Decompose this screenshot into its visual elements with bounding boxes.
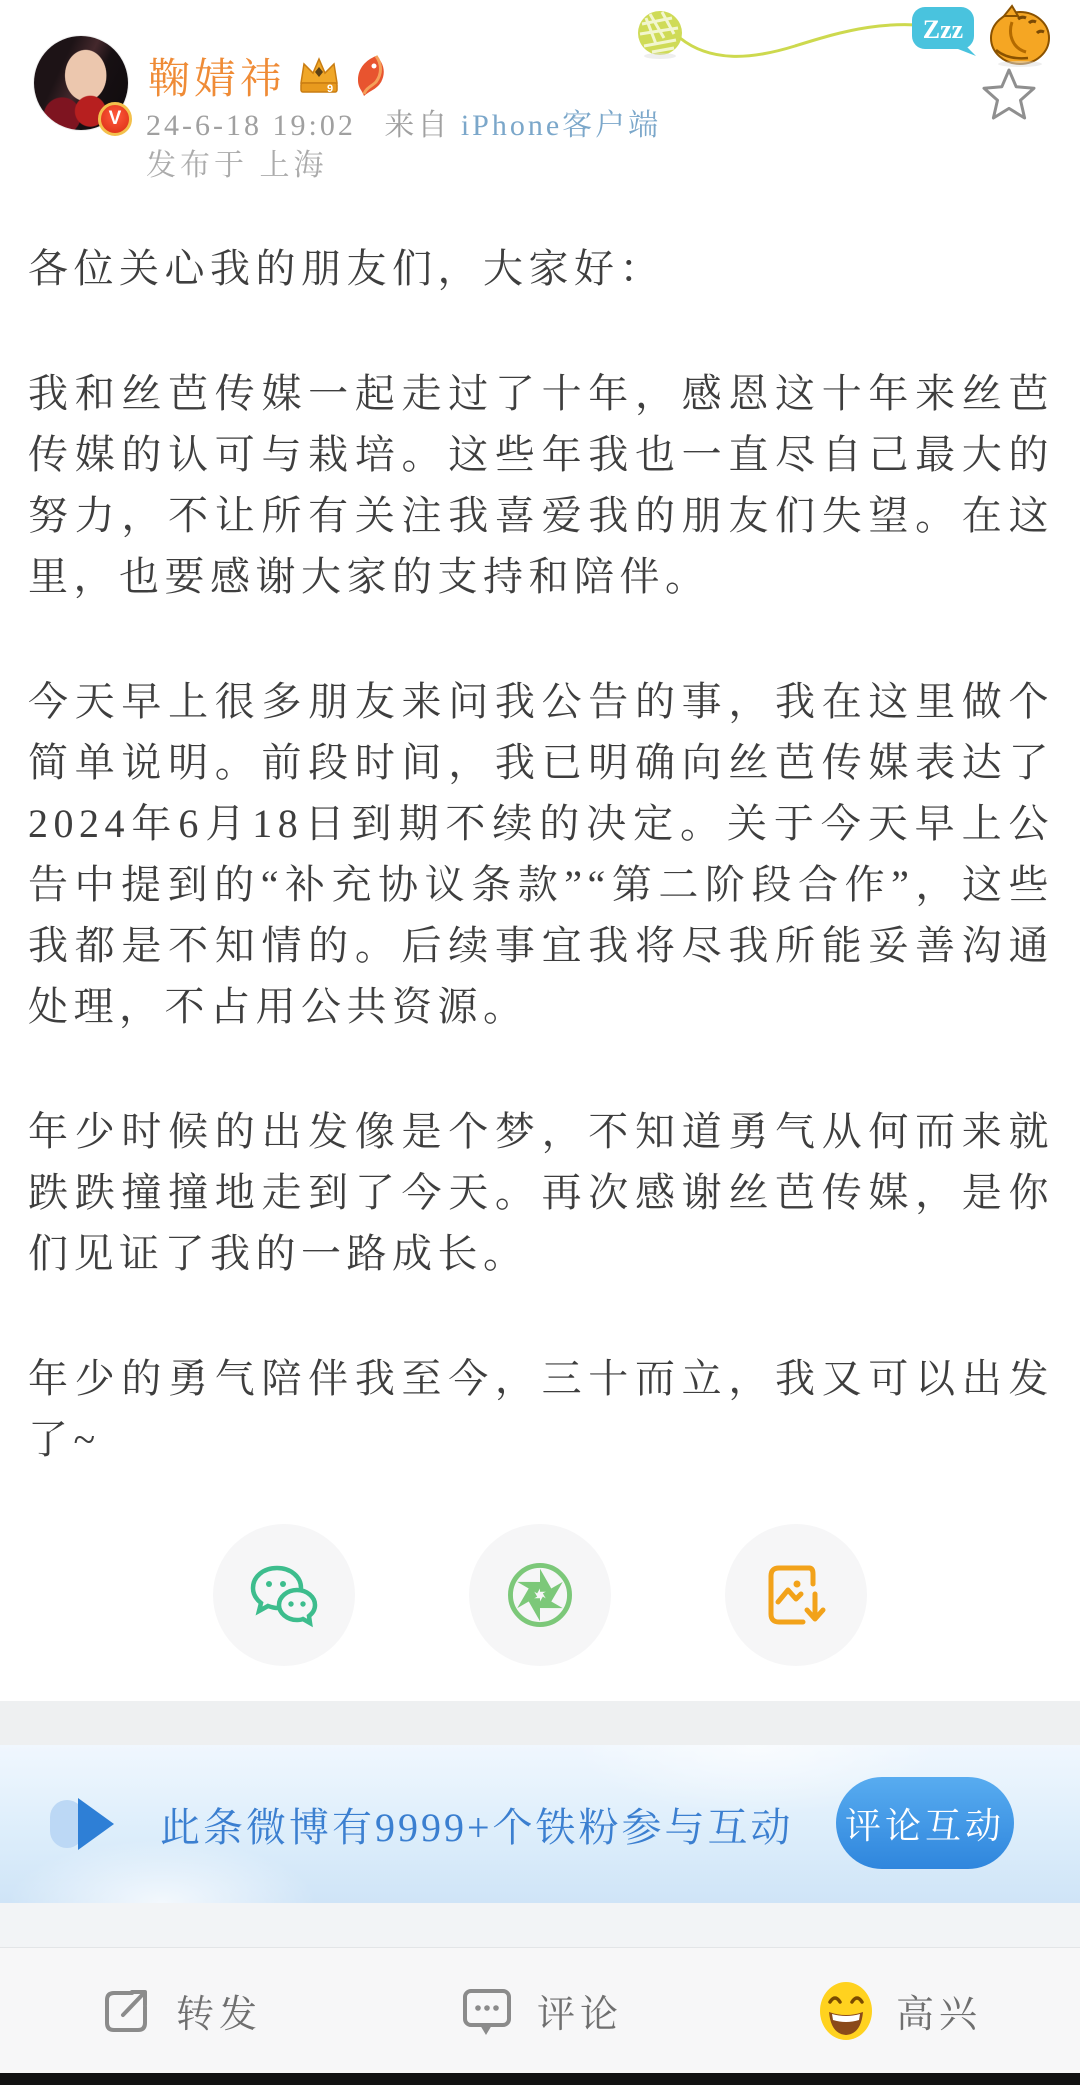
timestamp-row [146, 100, 661, 144]
save-image-button[interactable] [725, 1524, 867, 1666]
comment-interact-button[interactable]: 评论互动 [836, 1777, 1014, 1869]
svg-text:Zzz: Zzz [922, 15, 964, 44]
username[interactable]: 鞠婧祎 [148, 57, 287, 103]
verified-badge: V [98, 102, 132, 136]
svg-text:9: 9 [327, 83, 334, 95]
section-divider [0, 1903, 1080, 1948]
source-prefix: 来自 [384, 109, 451, 142]
comment-icon [457, 1983, 515, 2039]
wechat-icon [247, 1562, 321, 1628]
yarn-ball-icon [638, 11, 682, 59]
timestamp: 24-6-18 19:02 [146, 109, 356, 142]
yarn-cat-decoration [560, 4, 1070, 70]
post-paragraph: 年少时候的出发像是个梦，不知道勇气从何而来就跌跌撞撞地走到了今天。再次感谢丝芭传媒，是你们见证了我的一路成长。 [28, 1109, 1054, 1276]
sleeping-cat-icon [991, 6, 1049, 67]
aperture-icon [505, 1560, 575, 1630]
source-link[interactable]: iPhone客户端 [460, 109, 662, 142]
favorite-star-icon[interactable] [980, 66, 1038, 122]
vip-crown-badge-icon [296, 55, 342, 97]
fan-banner[interactable] [0, 1745, 1080, 1903]
moments-share-button[interactable] [469, 1524, 611, 1666]
fan-chevron-icon [48, 1794, 134, 1854]
wechat-share-button[interactable] [213, 1524, 355, 1666]
action-bar [0, 1948, 1080, 2073]
post-paragraph: 今天早上很多朋友来问我公告的事，我在这里做个简单说明。前段时间，我已明确向丝芭传媒表达了2024年6月18日到期不续的决定。关于今天早上公告中提到的“补充协议条款”“第二阶段合作”，这些我都是不知情的。后续事宜我将尽我所能妥善沟通处理，不占用公共资源。 [28, 679, 1054, 1029]
share-row [0, 1524, 1080, 1666]
post-paragraph: 年少的勇气陪伴我至今，三十而立，我又可以出发了~ [28, 1356, 1054, 1462]
name-row [148, 46, 388, 106]
comment-label: 评论 [536, 1994, 623, 2036]
mood-label: 高兴 [895, 1994, 982, 2036]
repost-button[interactable] [0, 1948, 360, 2073]
post-paragraph: 各位关心我的朋友们，大家好： [28, 246, 665, 291]
post-paragraph: 我和丝芭传媒一起走过了十年，感恩这十年来丝芭传媒的认可与栽培。这些年我也一直尽自己最大的努力，不让所有关注我喜爱我的朋友们失望。在这里，也要感谢大家的支持和陪伴。 [28, 371, 1054, 599]
fan-banner-text: 此条微博有9999+个铁粉参与互动 [160, 1804, 794, 1850]
avatar[interactable] [34, 36, 128, 130]
repost-label: 转发 [175, 1994, 262, 2036]
comment-button[interactable] [360, 1948, 720, 2073]
zzz-bubble-icon [912, 7, 976, 56]
repost-icon [98, 1983, 154, 2039]
laughing-emoji-icon [818, 1980, 874, 2042]
image-download-icon [763, 1560, 829, 1630]
mood-button[interactable] [720, 1948, 1080, 2073]
location-label: 发布于 上海 [146, 149, 328, 182]
post-body [28, 238, 1054, 1534]
bottom-edge-bar [0, 2073, 1080, 2085]
koi-fish-badge-icon [352, 54, 388, 98]
section-divider [0, 1701, 1080, 1745]
